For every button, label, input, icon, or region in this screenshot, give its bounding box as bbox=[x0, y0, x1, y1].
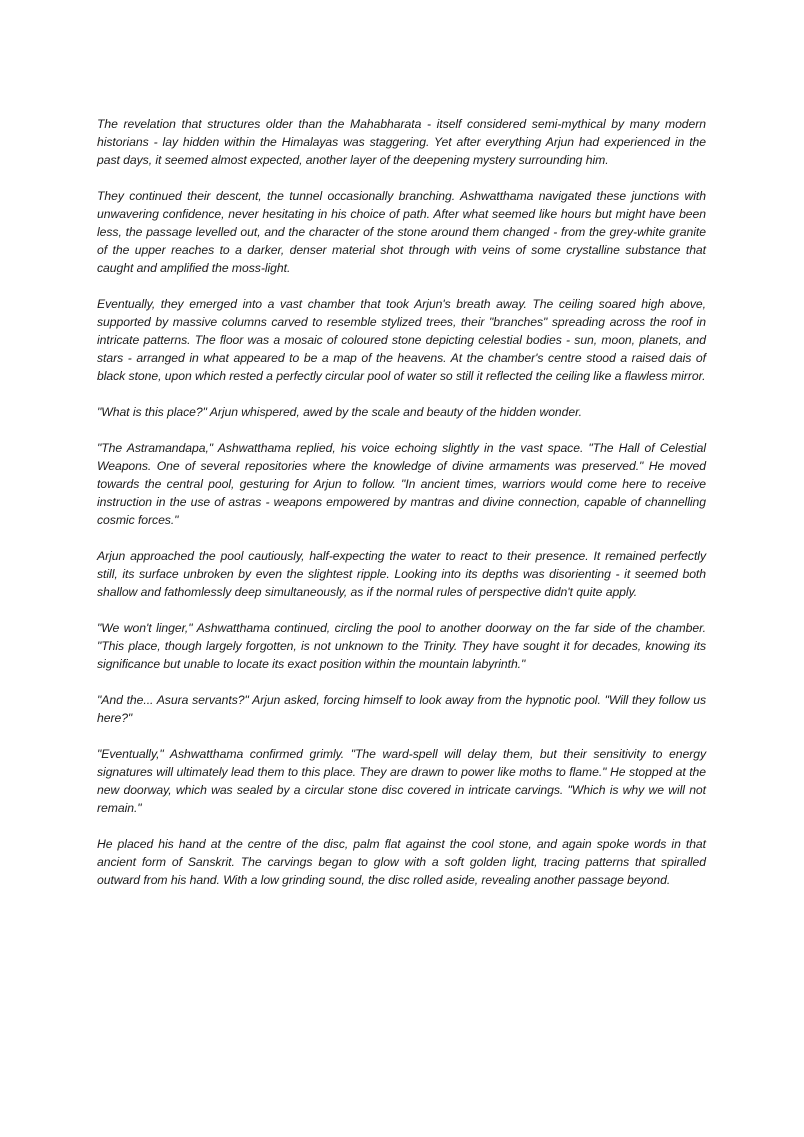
paragraph: "Eventually," Ashwatthama confirmed grimly. "The ward-spell will delay them, but their sensitivity to energy signatures will ultimately lead them to this place. They are drawn to power like moths to flame." He stopped at the new doorway, which was sealed by a circular stone disc covered in intricate carvings. "Which is why we will not remain." bbox=[97, 747, 706, 815]
paragraph: "What is this place?" Arjun whispered, awed by the scale and beauty of the hidden wonder. bbox=[97, 405, 582, 419]
paragraph: He placed his hand at the centre of the disc, palm flat against the cool stone, and again spoke words in that ancient form of Sanskrit. The carvings began to glow with a soft golden light, tracing patterns that spiralled outward from his hand. With a low grinding sound, the disc rolled aside, revealing another passage beyond. bbox=[97, 837, 706, 887]
paragraph: "The Astramandapa," Ashwatthama replied, his voice echoing slightly in the vast space. "The Hall of Celestial Weapons. One of several repositories where the knowledge of divine armaments was preserved." He moved towards the central pool, gesturing for Arjun to follow. "In ancient times, warriors would come here to receive instruction in the use of astras - weapons empowered by mantras and divine connection, capable of channelling cosmic forces." bbox=[97, 441, 706, 527]
paragraph: "We won't linger," Ashwatthama continued, circling the pool to another doorway on the far side of the chamber. "This place, though largely forgotten, is not unknown to the Trinity. They have sought it for decades, knowing its significance but unable to locate its exact position within the mountain labyrinth." bbox=[97, 621, 706, 671]
paragraph: They continued their descent, the tunnel occasionally branching. Ashwatthama navigated these junctions with unwavering confidence, never hesitating in his choice of path. After what seemed like hours but might have been less, the passage levelled out, and the character of the stone around them changed - from the grey-white granite of the upper reaches to a darker, denser material shot through with veins of some crystalline substance that caught and amplified the moss-light. bbox=[97, 189, 706, 275]
paragraph: Eventually, they emerged into a vast chamber that took Arjun's breath away. The ceiling soared high above, supported by massive columns carved to resemble stylized trees, their "branches" spreading across the roof in intricate patterns. The floor was a mosaic of coloured stone depicting celestial bodies - sun, moon, planets, and stars - arranged in what appeared to be a map of the heavens. At the chamber's centre stood a raised dais of black stone, upon which rested a perfectly circular pool of water so still it reflected the ceiling like a flawless mirror. bbox=[97, 297, 706, 383]
paragraph: Arjun approached the pool cautiously, half-expecting the water to react to their presence. It remained perfectly still, its surface unbroken by even the slightest ripple. Looking into its depths was disorienting - it seemed both shallow and fathomlessly deep simultaneously, as if the normal rules of perspective didn't quite apply. bbox=[97, 549, 706, 599]
paragraph: The revelation that structures older than the Mahabharata - itself considered semi-mythical by many modern historians - lay hidden within the Himalayas was staggering. Yet after everything Arjun had experienced in the past days, it seemed almost expected, another layer of the deepening mystery surrounding him. bbox=[97, 117, 706, 167]
paragraph: "And the... Asura servants?" Arjun asked, forcing himself to look away from the hypnotic pool. "Will they follow us here?" bbox=[97, 693, 706, 725]
document-page bbox=[97, 115, 706, 907]
